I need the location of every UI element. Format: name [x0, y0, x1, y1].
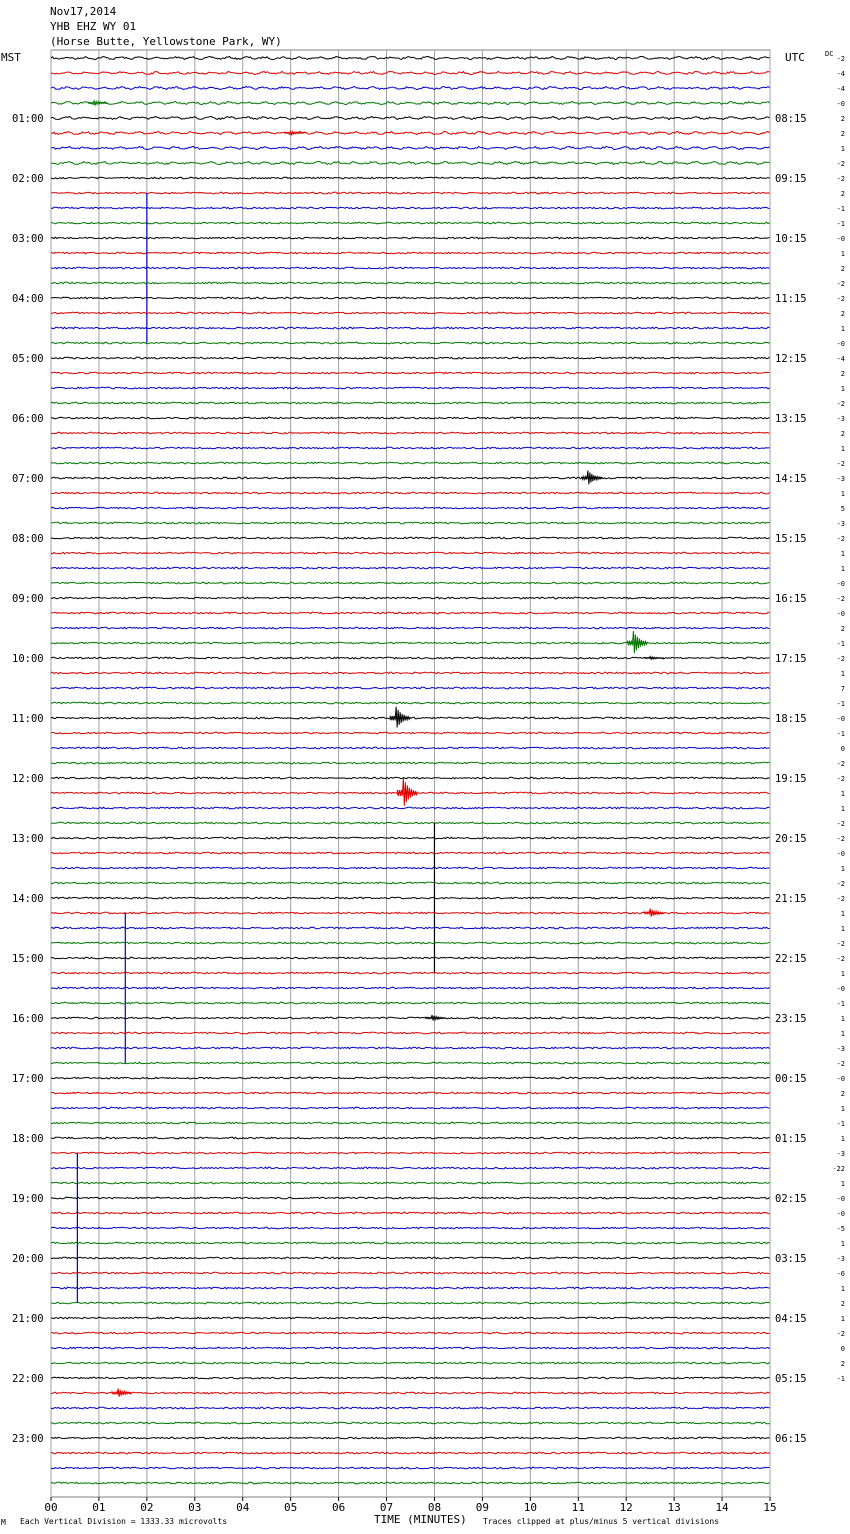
left-hour-label: 04:00 [12, 293, 44, 305]
trace-line [51, 252, 770, 254]
dc-offset-label: -3 [836, 1255, 845, 1263]
trace-line [51, 642, 770, 644]
trace-line [51, 1032, 770, 1034]
clip-note: Traces clipped at plus/minus 5 vertical divisions [483, 1517, 720, 1526]
left-hour-label: 05:00 [12, 353, 44, 365]
dc-offset-label: -2 [836, 940, 845, 948]
x-tick-label: 03 [188, 1501, 202, 1514]
left-hour-label: 09:00 [12, 593, 44, 605]
left-hour-label: 08:00 [12, 533, 44, 545]
dc-offset-label: 1 [840, 145, 845, 153]
dc-offset-label: -0 [836, 1075, 845, 1083]
seismic-event [285, 131, 305, 134]
right-zone-label: UTC [785, 51, 805, 64]
trace-line [51, 957, 770, 959]
trace-line [51, 1242, 770, 1244]
trace-line [51, 1422, 770, 1424]
dc-offset-label: 0 [840, 1345, 845, 1353]
trace-line [51, 942, 770, 944]
seismic-event [397, 778, 417, 806]
x-tick-label: 12 [619, 1501, 633, 1514]
trace-line [51, 387, 770, 389]
x-tick-label: 04 [236, 1501, 250, 1514]
dc-offset-label: 1 [840, 925, 845, 933]
left-hour-label: 06:00 [12, 413, 44, 425]
left-zone-label: MST [1, 51, 21, 64]
trace-line [51, 837, 770, 839]
right-hour-label: 21:15 [775, 893, 807, 905]
dc-offset-label: -0 [836, 1210, 845, 1218]
trace-line [51, 552, 770, 554]
x-tick-label: 10 [523, 1501, 537, 1514]
trace-line [51, 1332, 770, 1334]
trace-line [51, 492, 770, 494]
dc-offset-label: -2 [836, 160, 845, 168]
dc-offset-label: -2 [836, 460, 845, 468]
header-date: Nov17,2014 [50, 5, 117, 18]
dc-offset-label: -6 [836, 1270, 845, 1278]
trace-line [51, 1257, 770, 1259]
left-hour-label: 19:00 [12, 1193, 44, 1205]
corner-mark: M [1, 1518, 6, 1527]
dc-offset-label: -22 [832, 1165, 845, 1173]
x-tick-label: 01 [92, 1501, 106, 1514]
dc-offset-label: -1 [836, 220, 845, 228]
dc-offset-label: -2 [836, 1060, 845, 1068]
trace-line [51, 1092, 770, 1094]
trace-line [51, 582, 770, 584]
left-hour-label: 17:00 [12, 1073, 44, 1085]
x-tick-label: 15 [763, 1501, 777, 1514]
dc-offset-label: 2 [840, 310, 845, 318]
left-hour-label: 20:00 [12, 1253, 44, 1265]
right-hour-labels [775, 113, 807, 1445]
dc-offset-label: -3 [836, 1045, 845, 1053]
dc-offset-label: 2 [840, 1300, 845, 1308]
dc-offset-label: -1 [836, 700, 845, 708]
dc-offset-label: -2 [836, 280, 845, 288]
trace-line [51, 927, 770, 929]
dc-offset-label: -0 [836, 850, 845, 858]
trace-line [51, 207, 770, 209]
dc-offset-label: 1 [840, 1315, 845, 1323]
dc-offset-label: 1 [840, 550, 845, 558]
dc-offset-label: -2 [836, 1330, 845, 1338]
right-hour-label: 04:15 [775, 1313, 807, 1325]
right-hour-label: 10:15 [775, 233, 807, 245]
trace-line [51, 1347, 770, 1349]
left-hour-label: 22:00 [12, 1373, 44, 1385]
dc-offset-label: -1 [836, 205, 845, 213]
x-tick-label: 06 [331, 1501, 346, 1514]
dc-offset-label: -0 [836, 235, 845, 243]
trace-line [51, 972, 770, 974]
trace-line [51, 1227, 770, 1229]
left-hour-label: 02:00 [12, 173, 44, 185]
left-hour-label: 07:00 [12, 473, 44, 485]
trace-line [51, 192, 770, 194]
trace-line [51, 267, 770, 269]
dc-offset-label: -2 [836, 880, 845, 888]
left-hour-label: 18:00 [12, 1133, 44, 1145]
dc-offset-label: -3 [836, 1150, 845, 1158]
header-station: YHB EHZ WY 01 [50, 20, 137, 33]
dc-offset-label: 1 [840, 1180, 845, 1188]
dc-offset-label: 0 [840, 745, 845, 753]
trace-line [51, 1362, 770, 1364]
right-hour-label: 11:15 [775, 293, 807, 305]
trace-line [51, 507, 770, 509]
trace-line [51, 537, 770, 539]
dc-offset-label: 2 [840, 1090, 845, 1098]
trace-line [51, 1017, 770, 1019]
dc-offset-label: 2 [840, 370, 845, 378]
trace-line [51, 417, 770, 419]
dc-offset-label: 1 [840, 670, 845, 678]
dc-offset-label: 1 [840, 1105, 845, 1113]
scale-note: Each Vertical Division = 1333.33 microvolts [20, 1517, 228, 1526]
right-hour-label: 06:15 [775, 1433, 807, 1445]
dc-offset-label: -1 [836, 730, 845, 738]
x-tick-label: 11 [571, 1501, 585, 1514]
trace-line [51, 732, 770, 734]
trace-line [51, 1137, 770, 1139]
dc-offset-label: 1 [840, 1015, 845, 1023]
trace-line [51, 1272, 770, 1274]
dc-offset-label: 2 [840, 130, 845, 138]
trace-line [51, 702, 770, 704]
dc-offset-label: -2 [836, 835, 845, 843]
trace-line [51, 297, 770, 299]
trace-line [51, 1002, 770, 1004]
dc-offset-label: 1 [840, 1030, 845, 1038]
left-hour-label: 10:00 [12, 653, 44, 665]
trace-line [51, 867, 770, 869]
trace-line [51, 627, 770, 629]
trace-line [51, 237, 770, 239]
dc-offset-label: -0 [836, 580, 845, 588]
trace-line [51, 567, 770, 569]
trace-line [51, 1152, 770, 1154]
trace-line [51, 402, 770, 404]
trace-line [51, 852, 770, 854]
right-hour-label: 15:15 [775, 533, 807, 545]
trace-line [51, 117, 770, 120]
right-hour-label: 17:15 [775, 653, 807, 665]
right-hour-label: 18:15 [775, 713, 807, 725]
dc-offset-label: -0 [836, 610, 845, 618]
dc-label: DC [825, 50, 834, 58]
dc-offset-label: 1 [840, 790, 845, 798]
x-tick-label: 05 [284, 1501, 298, 1514]
dc-offset-label: 1 [840, 325, 845, 333]
trace-line [51, 1182, 770, 1184]
dc-offset-label: 1 [840, 970, 845, 978]
dc-offset-label: -2 [836, 895, 845, 903]
dc-offset-label: 2 [840, 265, 845, 273]
trace-line [51, 897, 770, 899]
trace-line [51, 1167, 770, 1169]
dc-offset-label: 2 [840, 190, 845, 198]
right-hour-label: 13:15 [775, 413, 807, 425]
dc-offset-label: -2 [836, 175, 845, 183]
trace-line [51, 1287, 770, 1289]
x-tick-label: 02 [140, 1501, 154, 1514]
dc-offset-label: -5 [836, 1225, 845, 1233]
trace-line [51, 327, 770, 329]
dc-offset-label: -0 [836, 985, 845, 993]
trace-line [51, 807, 770, 809]
trace-line [51, 1407, 770, 1409]
dc-offset-label: -2 [836, 595, 845, 603]
dc-offset-label: -0 [836, 340, 845, 348]
dc-offset-label: -0 [836, 715, 845, 723]
trace-line [51, 312, 770, 314]
trace-line [51, 1107, 770, 1109]
x-tick-label: 07 [379, 1501, 394, 1514]
trace-line [51, 1047, 770, 1049]
trace-line [51, 882, 770, 884]
right-hour-label: 03:15 [775, 1253, 807, 1265]
trace-line [51, 56, 770, 59]
dc-offset-label: -2 [836, 955, 845, 963]
seismic-event [582, 471, 602, 485]
dc-offset-label: -2 [836, 655, 845, 663]
dc-offset-label: 1 [840, 910, 845, 918]
trace-line [51, 86, 770, 89]
trace-line [51, 447, 770, 449]
trace-line [51, 672, 770, 674]
dc-offset-label: -1 [836, 640, 845, 648]
dc-offset-label: -3 [836, 475, 845, 483]
right-hour-label: 19:15 [775, 773, 807, 785]
trace-line [51, 747, 770, 749]
seismic-event [644, 657, 664, 660]
dc-offset-label: -4 [836, 355, 845, 363]
dc-offset-label: -3 [836, 520, 845, 528]
x-tick-label: 14 [715, 1501, 729, 1514]
left-hour-label: 11:00 [12, 713, 44, 725]
right-hour-label: 16:15 [775, 593, 807, 605]
dc-offset-label: 7 [840, 685, 845, 693]
dc-offset-label: -4 [836, 70, 845, 78]
trace-line [51, 177, 770, 179]
x-tick-label: 13 [667, 1501, 681, 1514]
trace-line [51, 597, 770, 599]
dc-offset-label: 2 [840, 625, 845, 633]
header-location: (Horse Butte, Yellowstone Park, WY) [50, 35, 282, 48]
seismic-event [627, 631, 647, 653]
trace-line [51, 101, 770, 104]
dc-offset-label: -2 [836, 535, 845, 543]
dc-offset-label: 1 [840, 565, 845, 573]
trace-lines [51, 56, 770, 1483]
trace-line [51, 342, 770, 344]
dc-offset-label: 1 [840, 385, 845, 393]
dc-offset-label: -0 [836, 1195, 845, 1203]
trace-line [51, 1212, 770, 1214]
dc-offset-label: -3 [836, 415, 845, 423]
trace-line [51, 282, 770, 284]
trace-line [51, 222, 770, 224]
dc-offset-label: 1 [840, 865, 845, 873]
left-hour-label: 03:00 [12, 233, 44, 245]
right-hour-label: 02:15 [775, 1193, 807, 1205]
left-hour-label: 21:00 [12, 1313, 44, 1325]
trace-line [51, 1467, 770, 1469]
trace-line [51, 1452, 770, 1454]
trace-line [51, 357, 770, 359]
trace-line [51, 161, 770, 164]
right-hour-label: 22:15 [775, 953, 807, 965]
left-hour-label: 15:00 [12, 953, 44, 965]
trace-line [51, 687, 770, 689]
x-tick-label: 00 [44, 1501, 58, 1514]
dc-offset-label: -2 [836, 295, 845, 303]
trace-line [51, 1197, 770, 1199]
dc-offset-label: -2 [836, 820, 845, 828]
dc-offset-label: 2 [840, 430, 845, 438]
trace-line [51, 777, 770, 779]
dc-offset-label: -1 [836, 1000, 845, 1008]
trace-line [51, 822, 770, 824]
left-hour-labels [12, 113, 44, 1445]
left-hour-label: 23:00 [12, 1433, 44, 1445]
x-axis-title: TIME (MINUTES) [374, 1513, 467, 1526]
right-hour-label: 09:15 [775, 173, 807, 185]
trace-line [51, 1122, 770, 1124]
left-hour-label: 14:00 [12, 893, 44, 905]
dc-offset-label: 2 [840, 1360, 845, 1368]
right-hour-label: 08:15 [775, 113, 807, 125]
right-hour-label: 12:15 [775, 353, 807, 365]
dc-offset-labels [832, 55, 845, 1383]
x-tick-label: 08 [427, 1501, 442, 1514]
trace-line [51, 1482, 770, 1484]
left-hour-label: 13:00 [12, 833, 44, 845]
dc-offset-label: 1 [840, 1135, 845, 1143]
trace-line [51, 1317, 770, 1319]
right-hour-label: 20:15 [775, 833, 807, 845]
trace-line [51, 1392, 770, 1394]
dc-offset-label: -2 [836, 55, 845, 63]
trace-line [51, 462, 770, 464]
dc-offset-label: -1 [836, 1375, 845, 1383]
dc-offset-label: 1 [840, 445, 845, 453]
trace-line [51, 146, 770, 149]
dc-offset-label: -1 [836, 1120, 845, 1128]
right-hour-label: 14:15 [775, 473, 807, 485]
trace-line [51, 1077, 770, 1079]
dc-offset-label: 1 [840, 1240, 845, 1248]
left-hour-label: 12:00 [12, 773, 44, 785]
trace-line [51, 432, 770, 434]
trace-line [51, 477, 770, 479]
trace-line [51, 762, 770, 764]
dc-offset-label: 1 [840, 1285, 845, 1293]
dc-offset-label: -0 [836, 100, 845, 108]
left-hour-label: 01:00 [12, 113, 44, 125]
dc-offset-label: -4 [836, 85, 845, 93]
trace-line [51, 987, 770, 989]
dc-offset-label: -2 [836, 400, 845, 408]
left-hour-label: 16:00 [12, 1013, 44, 1025]
dc-offset-label: 1 [840, 805, 845, 813]
right-hour-label: 00:15 [775, 1073, 807, 1085]
trace-line [51, 1062, 770, 1064]
dc-offset-label: 1 [840, 250, 845, 258]
trace-line [51, 1377, 770, 1379]
dc-offset-label: 2 [840, 115, 845, 123]
right-hour-label: 05:15 [775, 1373, 807, 1385]
right-hour-label: 23:15 [775, 1013, 807, 1025]
x-tick-label: 09 [475, 1501, 490, 1514]
dc-offset-label: -2 [836, 775, 845, 783]
dc-offset-label: 5 [840, 505, 845, 513]
trace-line [51, 1437, 770, 1439]
right-hour-label: 01:15 [775, 1133, 807, 1145]
trace-line [51, 1302, 770, 1304]
trace-line [51, 372, 770, 374]
trace-line [51, 522, 770, 524]
trace-line [51, 71, 770, 74]
dc-offset-label: -2 [836, 760, 845, 768]
trace-line [51, 131, 770, 134]
trace-line [51, 612, 770, 614]
dc-offset-label: 1 [840, 490, 845, 498]
